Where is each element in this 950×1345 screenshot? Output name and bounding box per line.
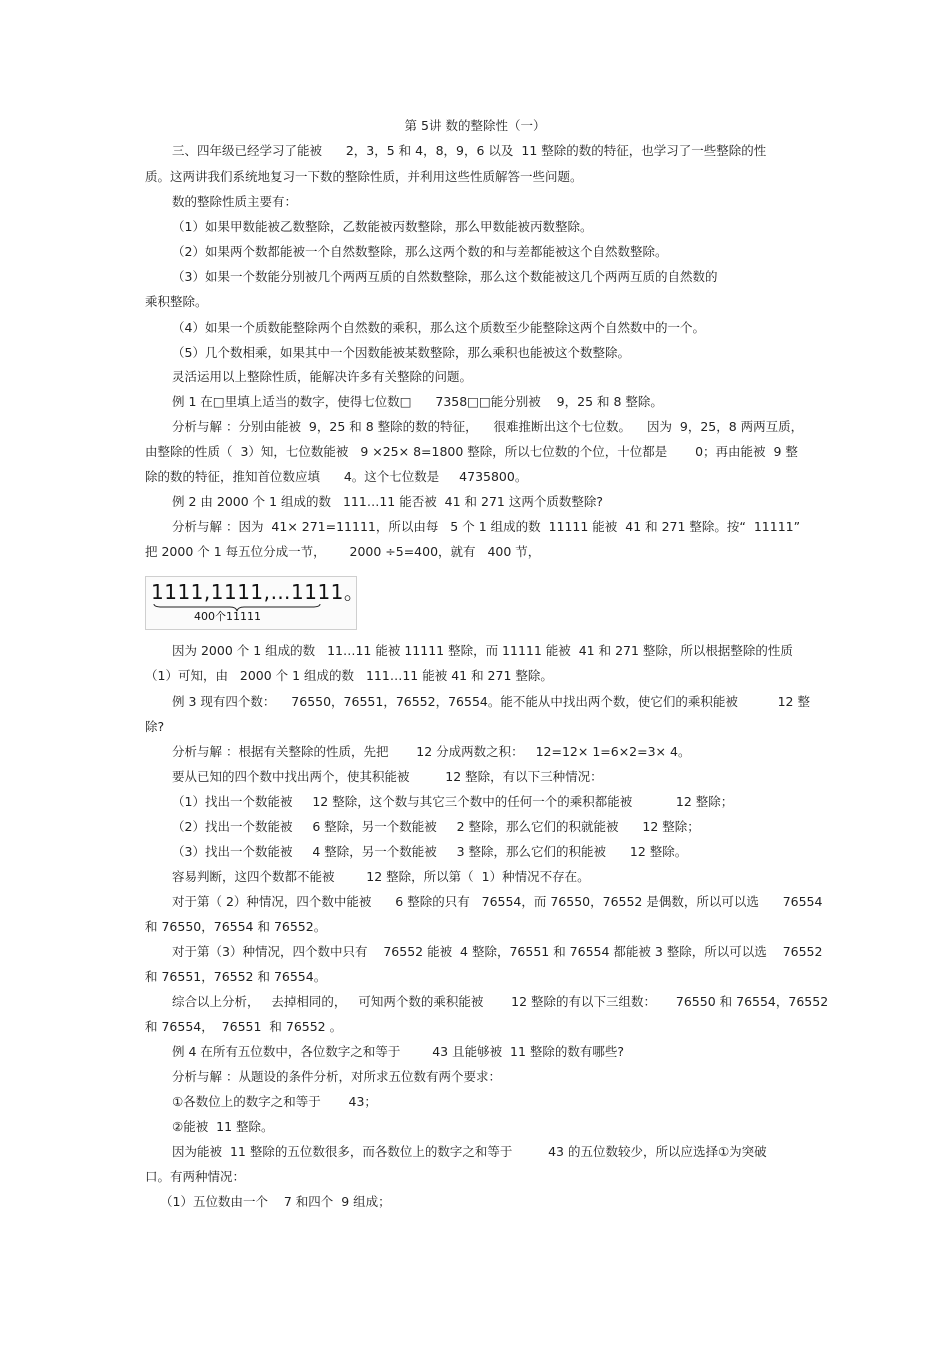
- grouping-figure: [145, 576, 365, 630]
- text-line: 和 76550，76554 和 76552。: [145, 919, 327, 934]
- text-line: （1）找出一个数能被 12 整除，这个数与其它三个数中的任何一个的乘积都能被 12 整除；: [172, 794, 734, 809]
- text-line: 和 76554， 76551 和 76552 。: [145, 1019, 343, 1034]
- text-line: 例 2 由 2000 个 1 组成的数 111…11 能否被 41 和 271 这两个质数整除?: [172, 494, 603, 509]
- text-line: 分析与解 ：因为 41× 271=11111，所以由每 5 个 1 组成的数 11111 能被 41 和 271 整除。按“ 11111”: [172, 519, 801, 534]
- text-line: 例 4 在所有五位数中，各位数字之和等于 43 且能够被 11 整除的数有哪些?: [172, 1044, 625, 1059]
- text-line: ①各数位上的数字之和等于 43；: [172, 1094, 377, 1109]
- text-line: （2）如果两个数都能被一个自然数整除，那么这两个数的和与差都能被这个自然数整除。: [172, 244, 668, 259]
- text-line: 质。这两讲我们系统地复习一下数的整除性质，并利用这些性质解答一些问题。: [145, 169, 583, 184]
- text-line: 综合以上分析， 去掉相同的， 可知两个数的乘积能被 12 整除的有以下三组数： 76550 和 76554，76552: [172, 994, 829, 1009]
- text-line: 对于第（ 2）种情况，四个数中能被 6 整除的只有 76554，而 76550，76552 是偶数，所以可以选 76554: [172, 894, 823, 909]
- text-line: 例 3 现有四个数： 76550，76551，76552，76554。能不能从中找出两个数，使它们的乘积能被 12 整: [172, 694, 810, 709]
- page-title: 第 5讲 数的整除性（一）: [404, 118, 546, 133]
- text-line: 灵活运用以上整除性质，能解决许多有关整除的问题。: [172, 369, 473, 384]
- text-line: 对于第（3）种情况，四个数中只有 76552 能被 4 整除，76551 和 76554 都能被 3 整除，所以可以选 76552: [172, 944, 823, 959]
- text-line: 分析与解 ：从题设的条件分析，对所求五位数有两个要求：: [172, 1069, 501, 1084]
- text-line: （1）五位数由一个 7 和四个 9 组成；: [160, 1194, 391, 1209]
- figure-top-text: 1111,1111,…1111。: [151, 580, 365, 604]
- text-line: 分析与解 ：根据有关整除的性质，先把 12 分成两数之积： 12=12× 1=6×2=3× 4。: [172, 744, 691, 759]
- text-line: 例 1 在□里填上适当的数字，使得七位数□ 7358□□能分别被 9，25 和 8 整除。: [172, 394, 663, 409]
- text-line: 要从已知的四个数中找出两个，使其积能被 12 整除，有以下三种情况：: [172, 769, 603, 784]
- text-line: （2）找出一个数能被 6 整除，另一个数能被 2 整除，那么它们的积就能被 12 整除；: [172, 819, 700, 834]
- text-line: 因为能被 11 整除的五位数很多，而各数位上的数字之和等于 43 的五位数较少，所以应选择①为突破: [172, 1144, 767, 1159]
- text-line: （5）几个数相乘，如果其中一个因数能被某数整除，那么乘积也能被这个数整除。: [172, 345, 630, 360]
- text-line: 乘积整除。: [145, 294, 208, 309]
- text-line: （4）如果一个质数能整除两个自然数的乘积，那么这个质数至少能整除这两个自然数中的一个。: [172, 320, 705, 335]
- text-line: 除的数的特征，推知首位数应填 4。这个七位数是 4735800。: [145, 469, 528, 484]
- text-line: 和 76551，76552 和 76554。: [145, 969, 327, 984]
- text-line: 数的整除性质主要有：: [172, 194, 298, 209]
- text-line: 容易判断，这四个数都不能被 12 整除，所以第（ 1）种情况不存在。: [172, 869, 590, 884]
- text-line: 口。有两种情况：: [145, 1169, 246, 1184]
- text-line: （1）可知，由 2000 个 1 组成的数 111…11 能被 41 和 271 整除。: [145, 668, 553, 683]
- text-line: 把 2000 个 1 每五位分成一节， 2000 ÷5=400，就有 400 节，: [145, 544, 541, 559]
- text-line: ②能被 11 整除。: [172, 1119, 274, 1134]
- text-line: （1）如果甲数能被乙数整除，乙数能被丙数整除，那么甲数能被丙数整除。: [172, 219, 593, 234]
- text-line: 由整除的性质（ 3）知，七位数能被 9 ×25× 8=1800 整除，所以七位数的个位，十位都是 0；再由能被 9 整: [145, 444, 798, 459]
- text-line: 除?: [145, 719, 165, 734]
- figure-bottom-text: 400个11111: [194, 610, 261, 623]
- text-line: （3）如果一个数能分别被几个两两互质的自然数整除，那么这个数能被这几个两两互质的自然数的: [172, 269, 718, 284]
- text-line: 因为 2000 个 1 组成的数 11…11 能被 11111 整除，而 11111 能被 41 和 271 整除，所以根据整除的性质: [172, 643, 793, 658]
- text-line: 三、四年级已经学习了能被 2，3，5 和 4，8，9，6 以及 11 整除的数的特征，也学习了一些整除的性: [172, 143, 767, 158]
- text-line: （3）找出一个数能被 4 整除，另一个数能被 3 整除，那么它们的积能被 12 整除。: [172, 844, 688, 859]
- text-line: 分析与解 ：分别由能被 9，25 和 8 整除的数的特征， 很难推断出这个七位数。 因为 9，25，8 两两互质，: [172, 419, 804, 434]
